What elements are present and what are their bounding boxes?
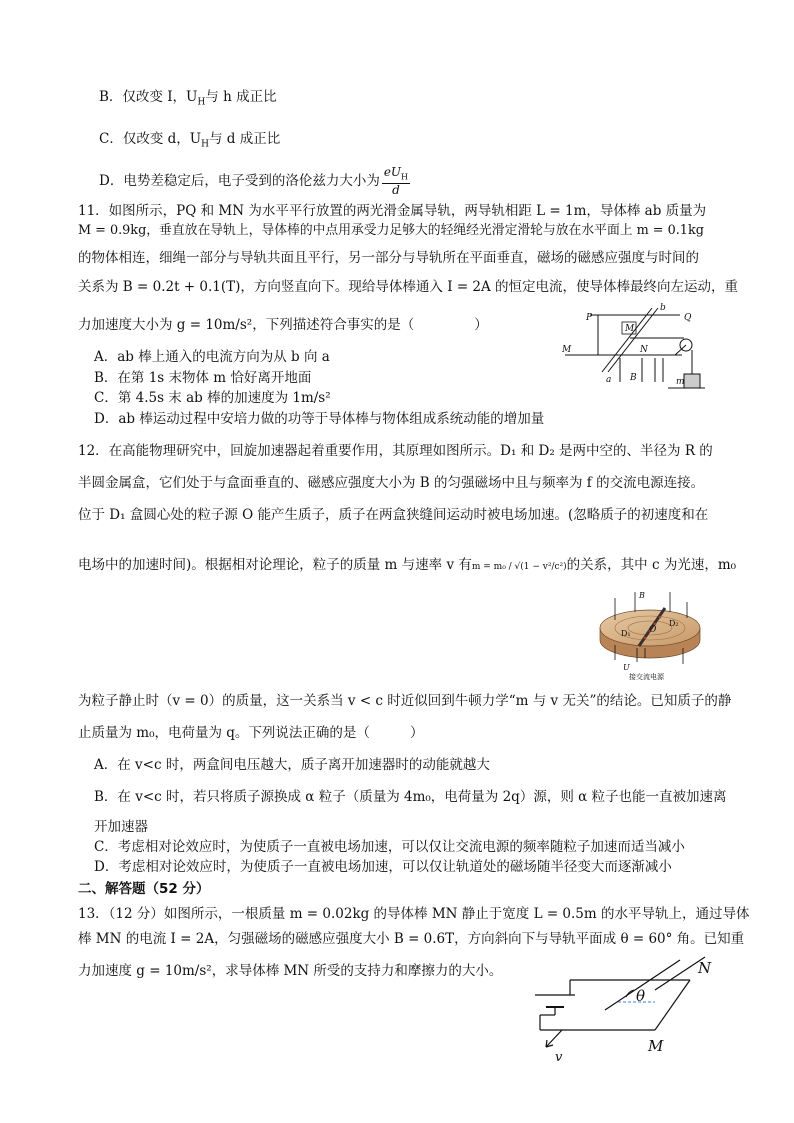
- q13-stem-line: 棒 MN 的电流 I = 2A，匀强磁场的磁感应强度大小 B = 0.6T，方向斜向下与导轨平面成 θ = 60° 角。已知重: [78, 931, 745, 947]
- q11-option-c: C．第 4.5s 末 ab 棒的加速度为 1m/s²: [94, 390, 331, 406]
- label-v: v: [555, 1050, 563, 1065]
- label-field-b: B: [639, 591, 645, 600]
- rod-ab-right: [608, 308, 658, 372]
- q12-stem-line: 12．在高能物理研究中，回旋加速器起着重要作用，其原理如图所示。D₁ 和 D₂ 是两中空的、半径为 R 的: [78, 443, 713, 459]
- label-b: b: [660, 303, 666, 313]
- q10-option-c: C．仅改变 d，$U_H$与 d 成正比: [99, 131, 281, 150]
- q12-stem-line: 位于 D₁ 盒圆心处的粒子源 O 能产生质子，质子在两盒狭缝间运动时被电场加速。(忽略质子的初速度和在: [78, 507, 709, 523]
- label-d2: D₂: [669, 619, 679, 628]
- rod-mn: [655, 980, 690, 1030]
- fraction: $\frac{eU_H}{d}$: [383, 165, 409, 198]
- block-m: [684, 374, 700, 388]
- label-theta: θ: [636, 987, 646, 1005]
- label-n: N: [640, 345, 648, 355]
- q11-stem-line: 11．如图所示，PQ 和 MN 为水平平行放置的两光滑金属导轨，两导轨相距 L = 1m，导体棒 ab 质量为: [78, 203, 707, 219]
- q11-option-b: B．在第 1s 末物体 m 恰好离开地面: [94, 370, 312, 386]
- q12-stem-line: 为粒子静止时（v = 0）的质量，这一关系当 v < c 时近似回到牛顿力学“m 与 v 无关”的结论。已知质子的静: [78, 693, 732, 709]
- q11-stem-line: M = 0.9kg，垂直放在导轨上，导体棒的中点用承受力足够大的轻绳经光滑定滑轮与放在水平面上 m = 0.1kg: [78, 223, 704, 238]
- q12-stem-line: 电场中的加速时间)。根据相对论理论，粒子的质量 m 与速率 v 有m = m₀ / √(1 − v²/c²)的关系，其中 c 为光速，m₀: [78, 557, 737, 573]
- q12-stem-line: 半圆金属盒，它们处于与盒面垂直的、磁感应强度大小为 B 的匀强磁场中且与频率为 f 的交流电源连接。: [78, 475, 705, 491]
- q13-stem-line: 力加速度 g = 10m/s²，求导体棒 MN 所受的支持力和摩擦力的大小。: [78, 963, 503, 979]
- label-ac-source: 接交流电源: [629, 673, 664, 681]
- q11-stem-line: 关系为 B = 0.2t + 0.1(T)，方向竖直向下。现给导体棒通入 I = 2A 的恒定电流，使导体棒最终向左运动，重: [78, 279, 739, 295]
- section-title: 二、解答题（52 分）: [78, 881, 210, 897]
- q12-option-a: A．在 v<c 时，两盒间电压越大，质子离开加速器时的动能就越大: [94, 757, 490, 773]
- q13-rail-figure: [530, 955, 730, 1090]
- velocity-arrow: [546, 1030, 562, 1047]
- q12-option-d: D．考虑相对论效应时，为使质子一直被电场加速，可以仅让轨道处的磁场随半径变大而逐渐减小: [94, 859, 672, 875]
- q12-cyclotron-figure: [595, 590, 705, 680]
- label-mbox: M: [625, 324, 635, 334]
- label-m-block: m: [676, 377, 685, 387]
- q11-stem-line: 力加速度大小为 g = 10m/s²，下列描述符合事实的是（ ）: [78, 317, 488, 333]
- label-u: U: [623, 663, 630, 672]
- q11-option-a: A．ab 棒上通入的电流方向为从 b 向 a: [94, 349, 330, 365]
- q12-stem-line: 止质量为 m₀，电荷量为 q。下列说法正确的是（ ）: [78, 725, 424, 741]
- rod-ab-left: [602, 308, 652, 372]
- q10-option-b: B．仅改变 I，$U_H$与 h 成正比: [99, 89, 277, 108]
- q11-option-d: D．ab 棒运动过程中安培力做的功等于导体棒与物体组成系统动能的增加量: [94, 411, 545, 427]
- q12-option-b-continued: 开加速器: [94, 819, 148, 835]
- label-a: a: [606, 375, 612, 385]
- q11-stem-line: 的物体相连，细绳一部分与导轨共面且平行，另一部分与导轨所在平面垂直，磁场的磁感应强度与时间的: [78, 250, 699, 266]
- label-q: Q: [684, 313, 692, 323]
- relativistic-mass-formula: m = m₀ / √(1 − v²/c²): [471, 562, 567, 572]
- q13-stem-line: 13．（12 分）如图所示，一根质量 m = 0.02kg 的导体棒 MN 静止于宽度 L = 0.5m 的水平导轨上，通过导体: [78, 906, 750, 922]
- label-m: M: [648, 1037, 664, 1055]
- label-d1: D₁: [621, 629, 631, 638]
- label-p: P: [586, 313, 593, 323]
- label-field-b: B: [630, 373, 637, 383]
- label-o: O: [649, 625, 657, 635]
- q12-option-b: B．在 v<c 时，若只将质子源换成 α 粒子（质量为 4m₀，电荷量为 2q）源，则 α 粒子也能一直被加速离: [94, 789, 727, 805]
- q12-option-c: C．考虑相对论效应时，为使质子一直被电场加速，可以仅让交流电源的频率随粒子加速而适当减小: [94, 839, 685, 855]
- q11-rail-figure: [560, 300, 720, 395]
- q10-option-d: D．电势差稳定后，电子受到的洛伦兹力大小为 $\frac{eU_H}{d}$: [99, 165, 409, 198]
- label-m-rail: M: [562, 345, 572, 355]
- label-n: N: [698, 959, 712, 977]
